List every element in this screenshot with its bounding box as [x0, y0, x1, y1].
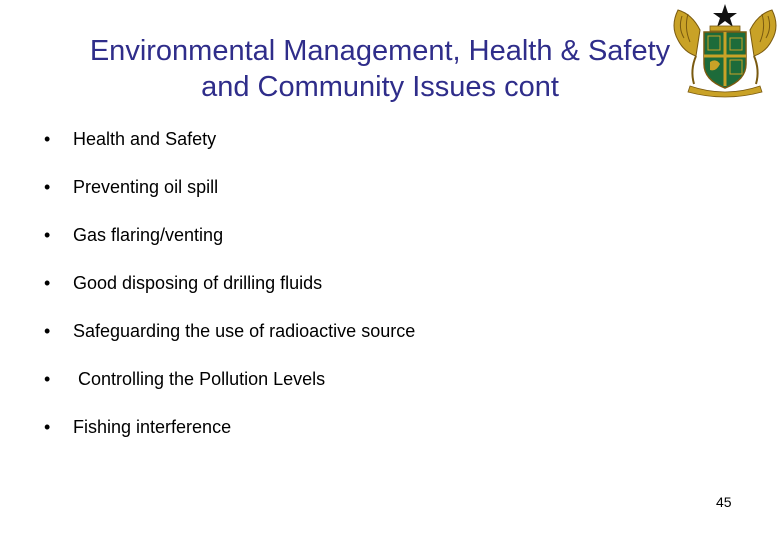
- list-item: [44, 127, 216, 151]
- bullet-text: Good disposing of drilling fluids: [73, 273, 323, 293]
- title-line-2: and Community Issues cont: [201, 71, 559, 103]
- list-item: [44, 271, 322, 295]
- bullet-marker: •: [44, 369, 51, 389]
- page-number: 45: [716, 494, 732, 510]
- list-item: [44, 223, 223, 247]
- bullet-marker: •: [44, 129, 51, 149]
- bullet-text: Gas flaring/venting: [73, 225, 224, 245]
- bullet-text: Controlling the Pollution Levels: [73, 369, 326, 389]
- bullet-marker: •: [44, 225, 51, 245]
- list-item: [44, 175, 218, 199]
- list-item: [44, 415, 231, 439]
- bullet-marker: •: [44, 321, 51, 341]
- bullet-text: Preventing oil spill: [73, 177, 219, 197]
- list-item: [44, 367, 325, 391]
- bullet-text: Health and Safety: [73, 129, 217, 149]
- bullet-marker: •: [44, 417, 51, 437]
- bullet-text: Fishing interference: [73, 417, 232, 437]
- bullet-marker: •: [44, 273, 51, 293]
- list-item: [44, 319, 415, 343]
- bullet-text: Safeguarding the use of radioactive source: [73, 321, 416, 341]
- bullet-marker: •: [44, 177, 51, 197]
- title-line-1: Environmental Management, Health & Safety: [89, 35, 671, 67]
